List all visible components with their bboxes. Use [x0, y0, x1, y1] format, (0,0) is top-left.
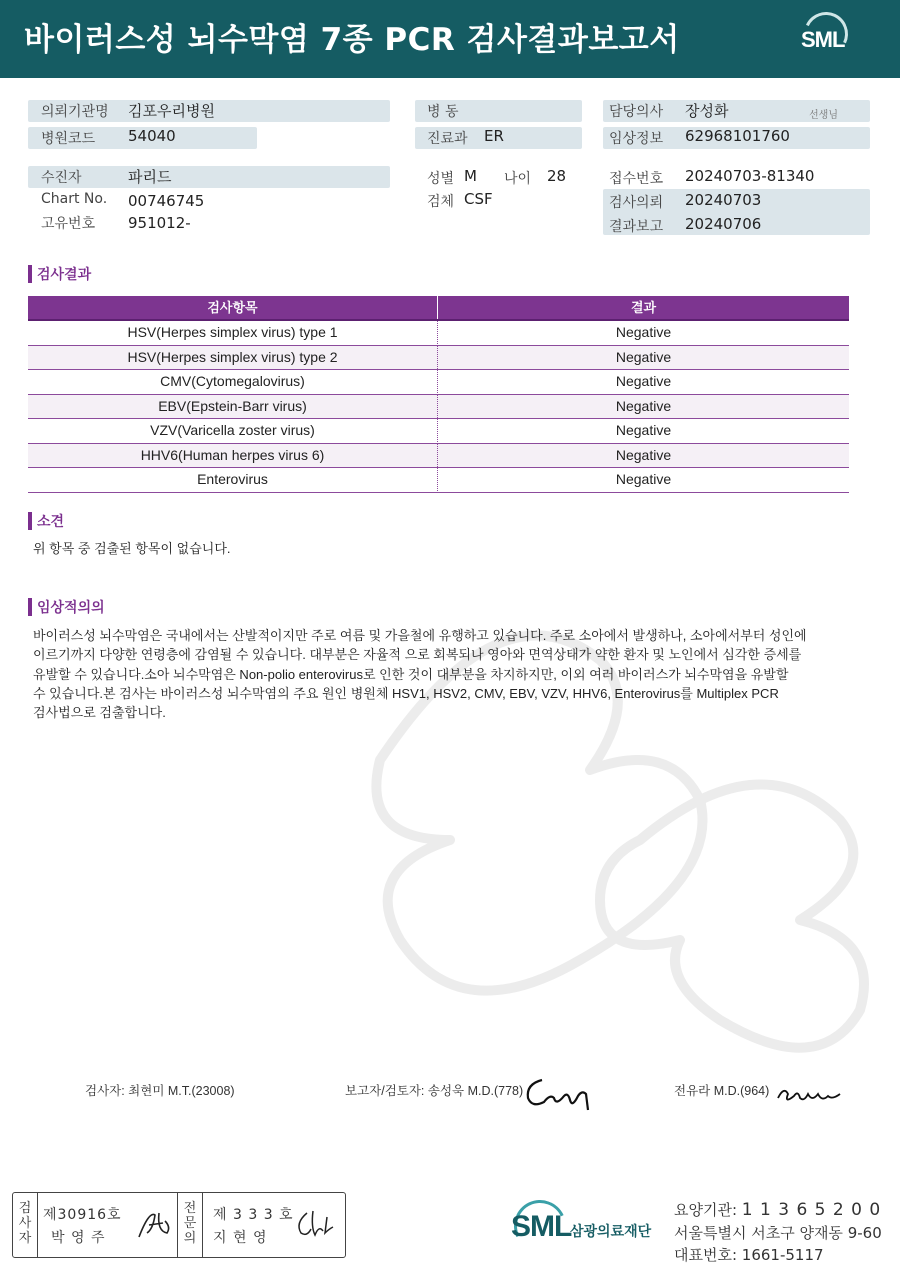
table-row [28, 419, 849, 444]
footer-logo [508, 1200, 668, 1256]
uid-label: 고유번호 [41, 216, 96, 232]
patient-value: 파리드 [128, 168, 172, 186]
significance-line: 유발할 수 있습니다.소아 뇌수막염은 Non-polio enterovirus로 인한 것이 대부분을 차지하지만, 이외 여러 바이러스가 뇌수막염을 유발할 [33, 666, 789, 682]
doctor-suffix: 선생님 [809, 110, 838, 121]
request-label: 검사의뢰 [609, 195, 664, 211]
institution-value: 김포우리병원 [128, 102, 215, 120]
specimen-label: 검체 [427, 194, 455, 210]
doctor-value: 장성화 [685, 102, 729, 120]
stamp-char: 전 [183, 1201, 197, 1216]
stamp-tester-license: 제30916호 [43, 1207, 122, 1223]
section-bar [28, 265, 32, 283]
significance-line: 바이러스성 뇌수막염은 국내에서는 산발적이지만 주로 여름 및 가을철에 유행하고 있습니다. 주로 소아에서 발생하나, 소아에서부터 성인에 [33, 628, 807, 643]
stamp-divider [202, 1193, 203, 1257]
stamp-role-specialist [181, 1201, 199, 1246]
footer-phone-label: 대표번호: [674, 1246, 738, 1264]
section-bar [28, 512, 32, 530]
institution-label: 의뢰기관명 [41, 104, 109, 120]
table-row [28, 395, 849, 420]
request-value: 20240703 [685, 191, 762, 209]
test-result: Negative [615, 471, 672, 487]
age-value: 28 [547, 167, 567, 185]
sex-value: M [464, 167, 477, 185]
stamp-char: 사 [18, 1216, 32, 1231]
findings-text: 위 항목 중 검출된 항목이 없습니다. [33, 541, 231, 556]
stamp-specialist-license: 제 3 3 3 호 [213, 1207, 294, 1223]
results-table [28, 296, 849, 493]
sex-label: 성별 [427, 171, 455, 187]
stamp-divider [177, 1193, 178, 1257]
third-signature-text: 전유라 M.D.(964) [674, 1084, 770, 1098]
reporter-signature-icon [520, 1072, 592, 1114]
test-item: HSV(Herpes simplex virus) type 2 [28, 346, 438, 369]
watermark-cross-icon [340, 540, 900, 1100]
stamp-specialist-name: 지 현 영 [213, 1230, 268, 1246]
stamp-char: 검 [18, 1201, 32, 1216]
test-result: Negative [615, 373, 672, 389]
results-table-header [28, 296, 849, 321]
significance-text [33, 626, 863, 722]
sml-logo [796, 10, 856, 68]
test-item: HHV6(Human herpes virus 6) [28, 444, 438, 467]
reporter-signature-text: 보고자/검토자: 송성욱 M.D.(778) [345, 1084, 524, 1098]
logo-text: SML [801, 27, 845, 52]
uid-value: 951012- [128, 214, 191, 232]
third-signature-icon [774, 1080, 844, 1108]
test-result: Negative [615, 324, 672, 340]
significance-line: 수 있습니다.본 검사는 바이러스성 뇌수막염의 주요 원인 병원체 HSV1, HSV2, CMV, EBV, VZV, HHV6, Enterovirus를 Multiplex PCR [33, 685, 779, 701]
receipt-label: 접수번호 [609, 171, 664, 187]
patient-label: 수진자 [41, 170, 82, 186]
results-section-title: 검사결과 [37, 267, 92, 283]
patient-cell [28, 166, 390, 188]
significance-line: 이르기까지 다양한 연령층에 감염될 수 있습니다. 대부분은 자율적 으로 회복되나 영아와 면역상태가 약한 환자 및 노인에서 심각한 증세를 [33, 647, 802, 663]
test-item: CMV(Cytomegalovirus) [28, 370, 438, 393]
footer-phone-line [674, 1244, 824, 1265]
section-bar [28, 598, 32, 616]
hospital-code-label: 병원코드 [41, 131, 96, 147]
significance-line: 검사법으로 검출합니다. [33, 705, 166, 721]
col-header-item: 검사항목 [28, 296, 438, 319]
test-item: Enterovirus [28, 468, 438, 491]
stamp-char: 문 [183, 1216, 197, 1231]
test-item: EBV(Epstein-Barr virus) [28, 395, 438, 418]
stamp-divider [37, 1193, 38, 1257]
test-result: Negative [615, 422, 672, 438]
footer-phone-value: 1661-5117 [741, 1246, 824, 1264]
footer-code-value: 1 1 3 6 5 2 0 0 [741, 1200, 882, 1220]
ward-label: 병 동 [427, 104, 459, 120]
test-result: Negative [615, 348, 672, 365]
test-item: HSV(Herpes simplex virus) type 1 [28, 321, 438, 344]
tester-signature-text: 검사자: 최현미 M.T.(23008) [85, 1084, 235, 1098]
col-header-result: 결과 [630, 300, 657, 315]
report-title: 바이러스성 뇌수막염 7종 PCR 검사결과보고서 [24, 22, 680, 58]
footer-org-name: 삼광의료재단 [570, 1224, 652, 1240]
table-row [28, 321, 849, 346]
footer-code-label: 요양기관: [674, 1201, 738, 1219]
stamp-specialist-signature-icon [293, 1207, 337, 1241]
hospital-code-value: 54040 [128, 127, 176, 145]
report-header [0, 0, 900, 78]
dept-label: 진료과 [427, 131, 468, 147]
doctor-label: 담당의사 [609, 104, 664, 120]
stamp-tester-signature-icon [135, 1207, 175, 1243]
test-result: Negative [615, 446, 672, 463]
footer-logo-text: SML [511, 1210, 572, 1243]
footer-code-line [674, 1199, 881, 1220]
table-row [28, 444, 849, 469]
table-row [28, 346, 849, 371]
chart-label: Chart No. [41, 191, 108, 207]
dept-value: ER [484, 127, 504, 145]
footer-address: 서울특별시 서초구 양재동 9-60 [674, 1224, 882, 1242]
stamp-tester-name: 박 영 주 [51, 1230, 106, 1246]
clinical-label: 임상정보 [609, 131, 664, 147]
license-stamp-box [12, 1192, 346, 1258]
test-item: VZV(Varicella zoster virus) [28, 419, 438, 442]
stamp-char: 자 [18, 1231, 32, 1246]
test-result: Negative [615, 397, 672, 414]
age-label: 나이 [504, 171, 532, 187]
specimen-value: CSF [464, 190, 493, 208]
chart-value: 00746745 [128, 192, 205, 210]
stamp-char: 의 [183, 1231, 197, 1246]
table-row [28, 468, 849, 493]
findings-section-title: 소견 [37, 514, 65, 530]
report-date-label: 결과보고 [609, 219, 664, 235]
receipt-value: 20240703-81340 [685, 167, 815, 185]
table-row [28, 370, 849, 395]
significance-section-title: 임상적의의 [37, 600, 105, 616]
clinical-value: 62968101760 [685, 127, 790, 145]
report-date-value: 20240706 [685, 215, 762, 233]
stamp-role-tester [16, 1201, 34, 1246]
